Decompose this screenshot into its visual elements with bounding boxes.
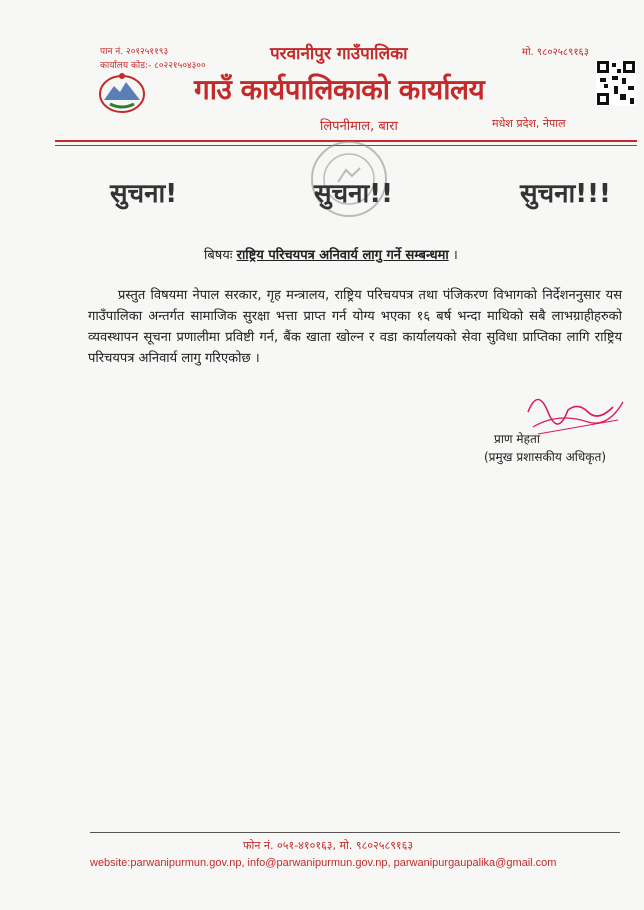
subject-text: राष्ट्रिय परिचयपत्र अनिवार्य लागु गर्ने सम्बन्धमा: [236, 248, 449, 263]
footer-phone: फोन नं. ०५१-४१०१६३, मो. ९८०२५८९१६३: [243, 839, 414, 852]
signatory-title: (प्रमुख प्रशासकीय अधिकृत): [484, 450, 607, 464]
notice-heading-2: सुचना!!: [314, 179, 393, 209]
office-code: कार्यालय कोड:- ८०२२१५०४३००: [100, 61, 206, 71]
signatory-name: प्राण मेहता: [494, 432, 540, 446]
location: लिपनीमाल, बारा: [320, 119, 398, 134]
subject-label: बिषयः: [204, 248, 233, 263]
office-title: गाउँ कार्यपालिकाको कार्यालय: [194, 73, 485, 106]
footer-website: website:parwanipurmun.gov.np, info@parwanipurmun.gov.np, parwanipurgaupalika@gmail.com: [90, 857, 557, 869]
nepal-emblem-icon: [96, 70, 148, 116]
notice-heading-3: सुचना!!!: [520, 179, 611, 209]
pan-number: पान नं. २०१२५११९३: [100, 47, 169, 57]
province: मधेश प्रदेश, नेपाल: [492, 117, 566, 130]
footer-rule: [90, 832, 620, 833]
notice-heading-1: सुचना!: [110, 179, 178, 209]
subject-end: ।: [452, 248, 458, 263]
notice-body: प्रस्तुत विषयमा नेपाल सरकार, गृह मन्त्रालय, राष्ट्रिय परिचयपत्र तथा पंजिकरण विभागको निर्देशननुसार यस गाउँपालिका अन्तर्गत सामाजिक सुरक्षा भत्ता प्राप्त गर्न योग्य भएका १६ बर्ष भन्दा माथिको सबै लाभग्राहीहरुको व्यवस्थापन सूचना प्रणालीमा प्रविष्टी गर्न, बैंक खाता खोल्न र वडा कार्यालयको सेवा सुविधा प्राप्तिका लागि राष्ट्रिय परिचयपत्र अनिवार्य लागु गरिएकोछ ।: [88, 288, 622, 366]
header-mobile: मो. ९८०२५८९१६३: [522, 47, 589, 58]
qr-code-icon: [596, 60, 636, 106]
municipality-name: परवानीपुर गाउँपालिका: [270, 44, 408, 64]
subject-line: [204, 245, 458, 263]
